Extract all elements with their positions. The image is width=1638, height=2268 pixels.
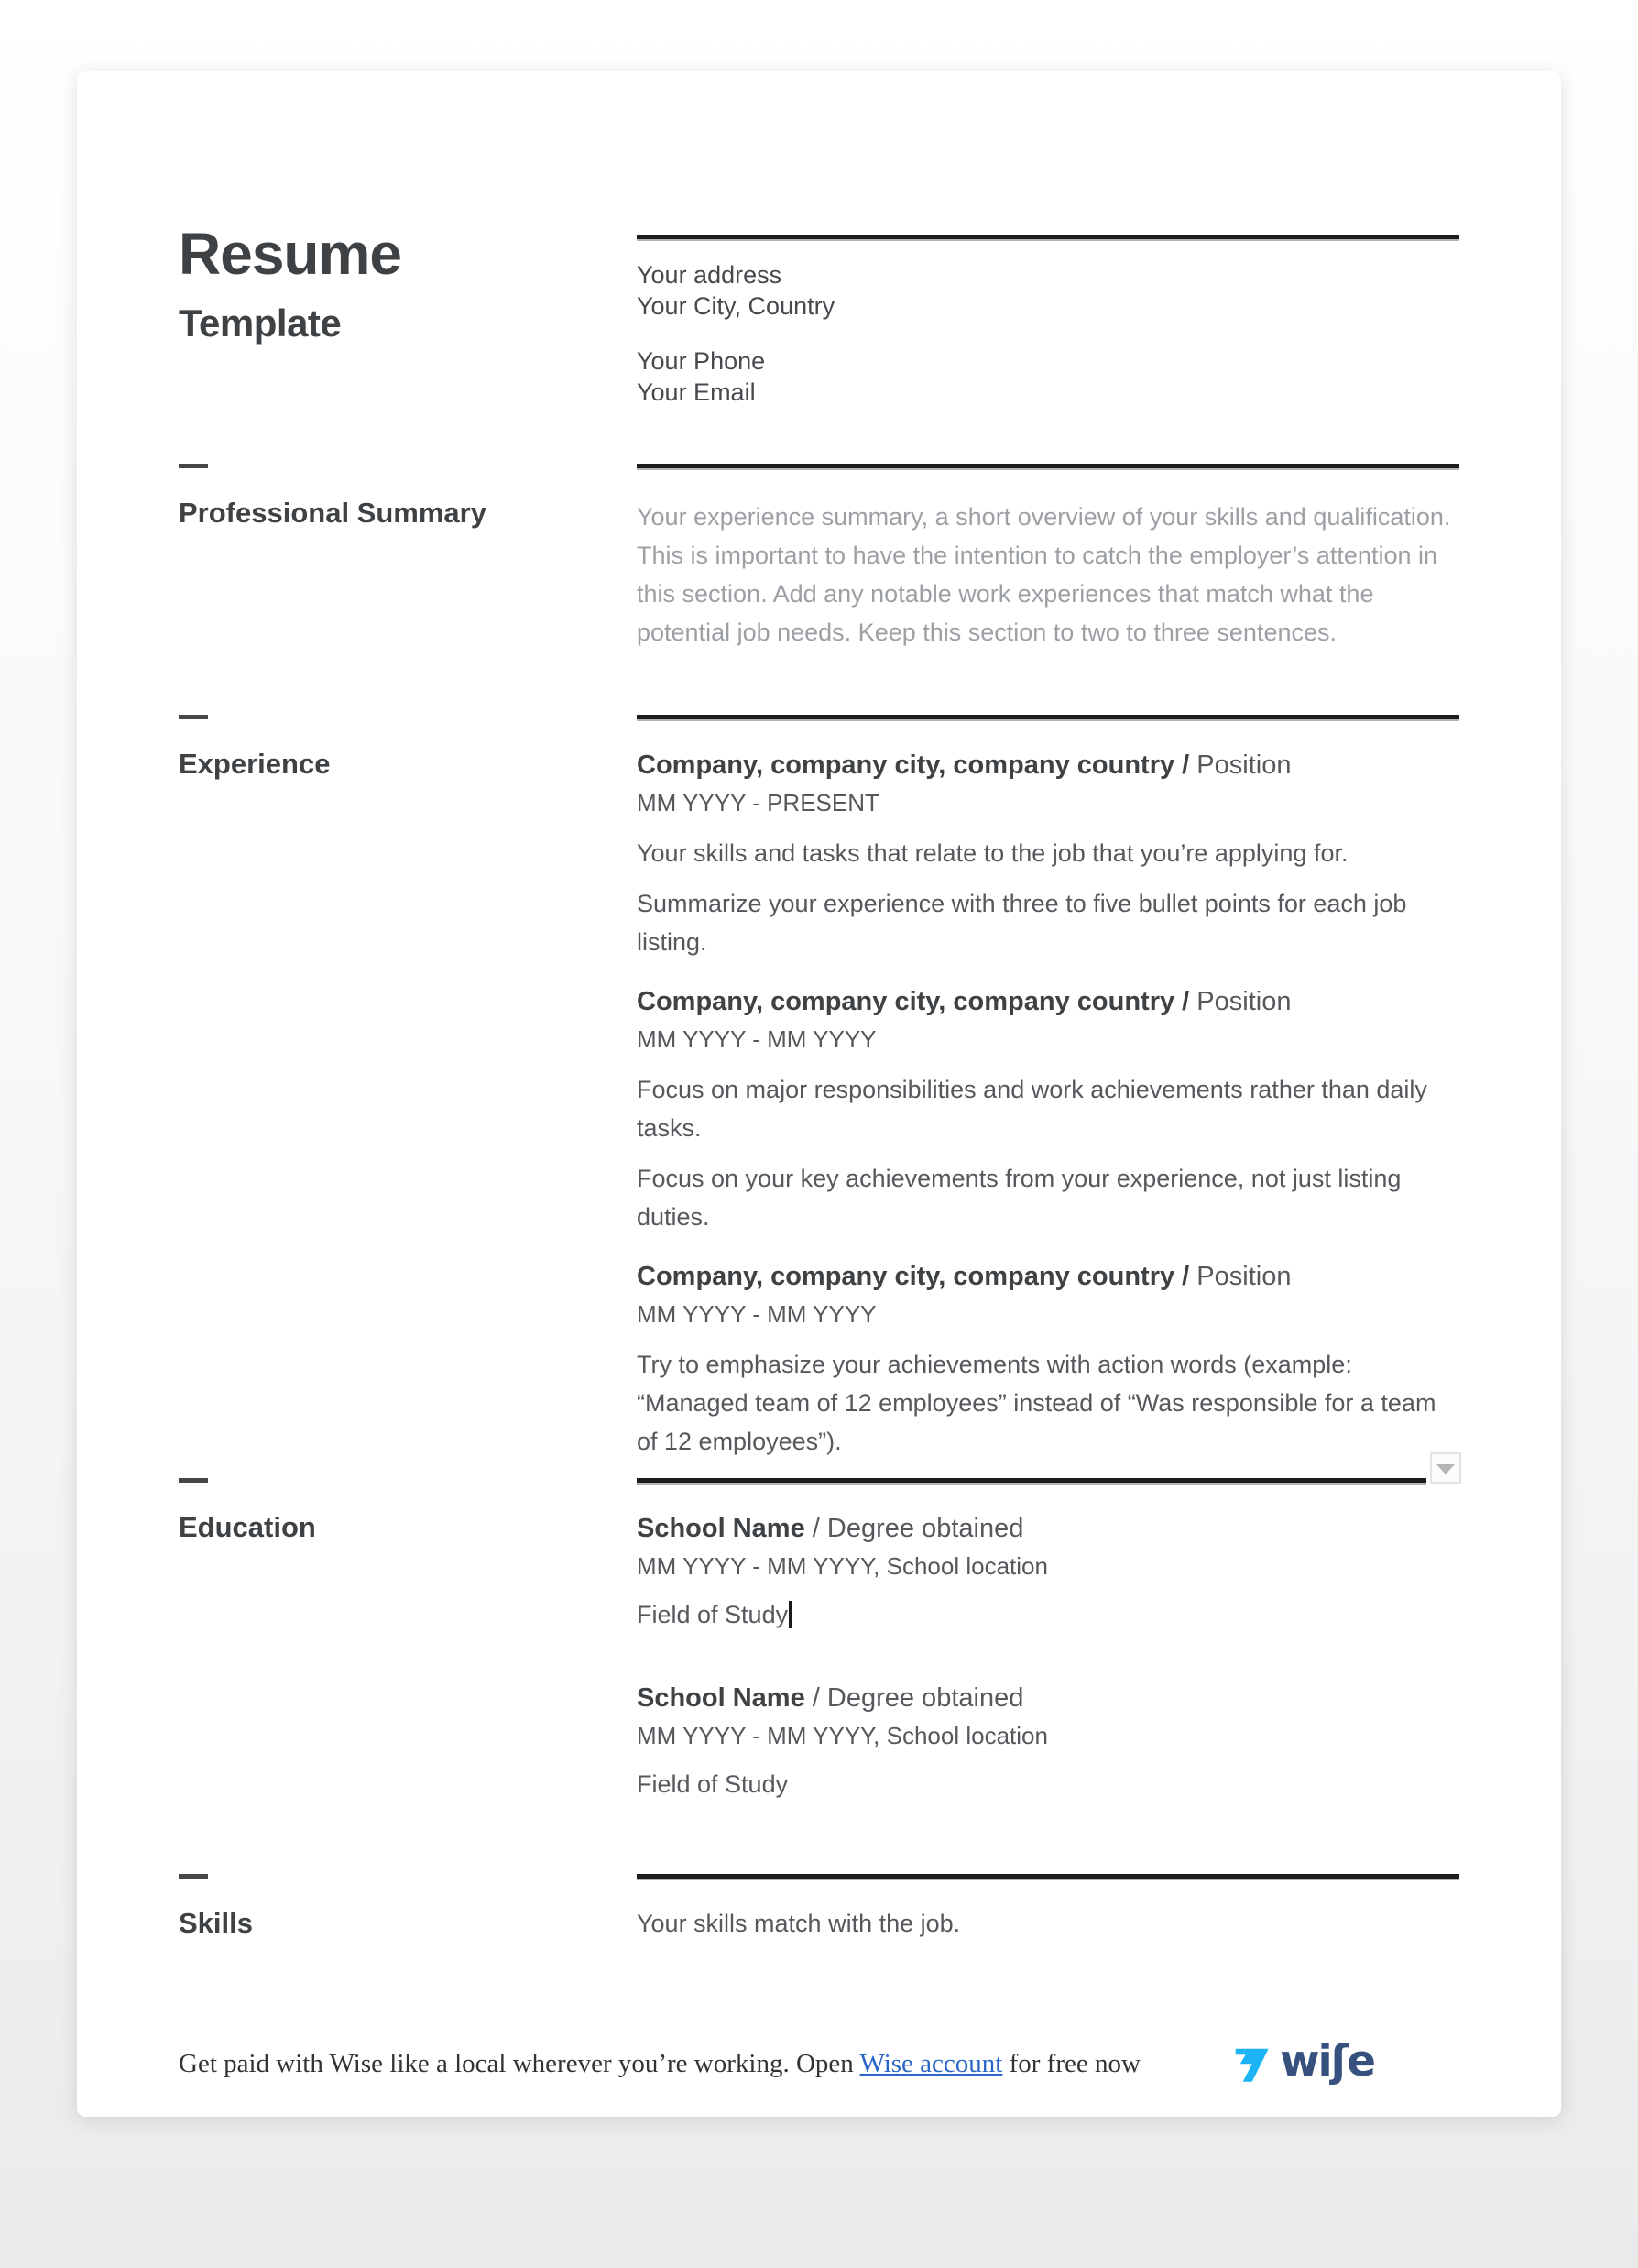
education-section — [77, 1478, 1561, 1800]
wise-flag-icon — [1230, 2043, 1272, 2086]
school-dates: MM YYYY - MM YYYY, School location — [637, 1552, 1048, 1580]
contact-rule — [637, 235, 1459, 241]
company-name: Company, company city, company country / — [637, 987, 1190, 1016]
contact-address: Your address — [637, 261, 782, 289]
company-line — [637, 1260, 1459, 1293]
school-dates: MM YYYY - MM YYYY, School location — [637, 1722, 1048, 1749]
company-line — [637, 985, 1459, 1018]
professional-summary-heading: Professional Summary — [179, 497, 486, 529]
field-of-study — [637, 1769, 1459, 1800]
wise-account-link[interactable]: Wise account — [859, 2049, 1003, 2078]
degree-label: / Degree obtained — [804, 1683, 1024, 1713]
wise-wordmark: wiʃe — [1280, 2036, 1374, 2087]
job-entry — [637, 985, 1459, 1236]
job-paragraph: Your skills and tasks that relate to the job that you’re applying for. — [637, 839, 1349, 867]
school-entry — [637, 1512, 1459, 1630]
school-line — [637, 1682, 1459, 1715]
experience-rule — [637, 715, 1459, 721]
field-of-study-label: Field of Study — [637, 1601, 789, 1628]
job-entry — [637, 1260, 1459, 1461]
footer-text-before: Get paid with Wise like a local wherever you’re working. Open — [179, 2049, 860, 2078]
footer-promo — [77, 2036, 1561, 2088]
skills-heading: Skills — [179, 1907, 253, 1939]
school-line — [637, 1512, 1459, 1545]
skills-rule — [637, 1874, 1459, 1880]
education-heading: Education — [179, 1511, 316, 1543]
collapse-dropdown-button[interactable] — [1430, 1452, 1461, 1484]
footer-text-after: for free now — [1002, 2049, 1141, 2078]
experience-section — [77, 715, 1561, 1473]
text-cursor — [789, 1601, 792, 1628]
company-line — [637, 749, 1459, 782]
school-name: School Name — [637, 1683, 805, 1713]
education-rule — [637, 1478, 1426, 1485]
job-dates: MM YYYY - MM YYYY — [637, 1300, 877, 1328]
company-name: Company, company city, company country / — [637, 751, 1190, 780]
page-subtitle: Template — [179, 301, 342, 345]
contact-phone: Your Phone — [637, 347, 766, 375]
field-of-study-label: Field of Study — [637, 1770, 789, 1798]
header-section — [77, 221, 1561, 408]
skills-text: Your skills match with the job. — [637, 1910, 961, 1937]
contact-city-country: Your City, Country — [637, 292, 835, 320]
experience-heading: Experience — [179, 748, 331, 780]
job-dates: MM YYYY - MM YYYY — [637, 1025, 877, 1053]
job-paragraph: Focus on your key achievements from your experience, not just listing duties. — [637, 1165, 1402, 1231]
job-entry — [637, 749, 1459, 961]
job-paragraph: Try to emphasize your achievements with action words (example: “Managed team of 12 employees” instead of “Was responsible for a team of 12 employees”). — [637, 1351, 1436, 1455]
school-entry — [637, 1682, 1459, 1800]
wise-logo — [1230, 2036, 1374, 2088]
section-dash — [179, 715, 208, 719]
job-paragraph: Summarize your experience with three to five bullet points for each job listing. — [637, 890, 1407, 956]
chevron-down-icon — [1436, 1464, 1455, 1474]
position-label: Position — [1189, 751, 1292, 780]
footer-promo-text — [179, 2049, 1141, 2079]
section-dash — [179, 464, 208, 468]
field-of-study[interactable] — [637, 1599, 1459, 1630]
job-paragraph: Focus on major responsibilities and work achievements rather than daily tasks. — [637, 1076, 1427, 1142]
school-name: School Name — [637, 1514, 805, 1543]
contact-email: Your Email — [637, 378, 756, 406]
summary-placeholder-text: Your experience summary, a short overview of your skills and qualification. This is important to have the intention to catch the employer’s attention in this section. Add any notable work experiences that match what the potential job needs. Keep this section to two to three sentences. — [637, 503, 1451, 646]
skills-section — [77, 1874, 1561, 1940]
job-dates: MM YYYY - PRESENT — [637, 789, 879, 816]
degree-label: / Degree obtained — [804, 1514, 1024, 1543]
section-dash — [179, 1874, 208, 1879]
position-label: Position — [1189, 987, 1292, 1016]
resume-document-card — [77, 71, 1561, 2117]
company-name: Company, company city, company country / — [637, 1262, 1190, 1291]
contact-block — [637, 259, 1459, 408]
professional-summary-rule — [637, 464, 1459, 470]
section-dash — [179, 1478, 208, 1483]
position-label: Position — [1189, 1262, 1292, 1291]
page-title: Resume — [179, 221, 401, 287]
professional-summary-section — [77, 464, 1561, 652]
